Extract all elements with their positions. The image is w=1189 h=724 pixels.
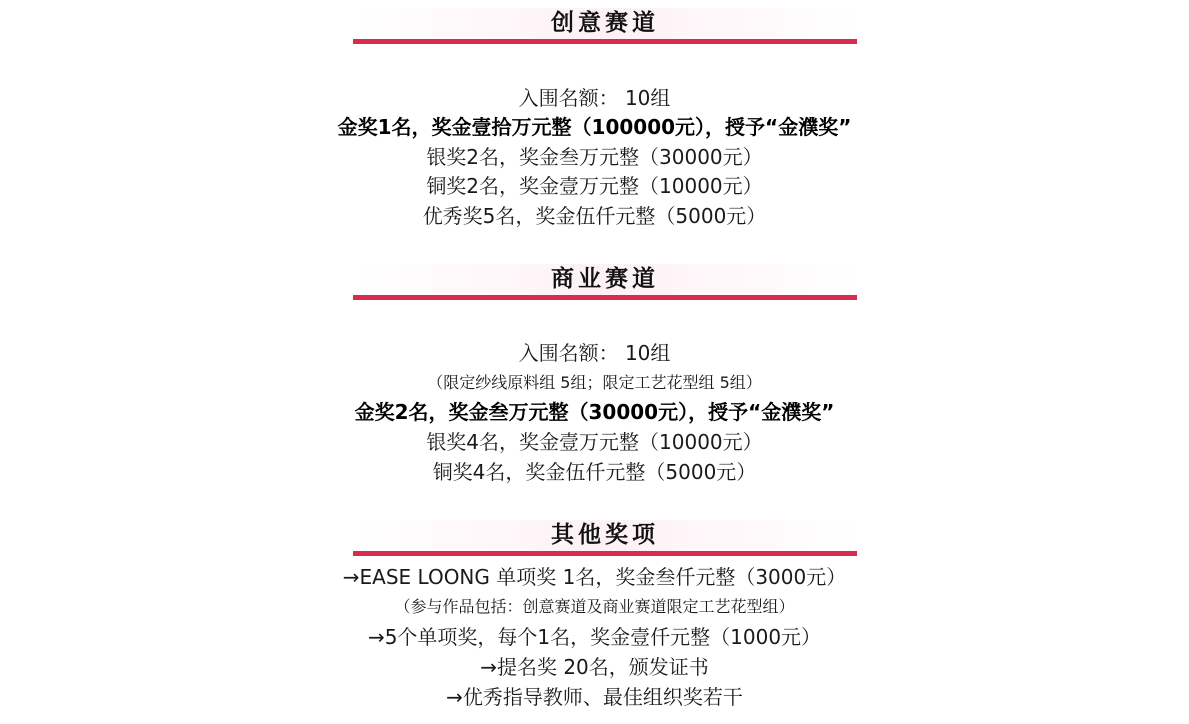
other-nomination-award: →提名奖 20名，颁发证书 [480, 655, 709, 679]
creative-excellence-award: 优秀奖5名，奖金伍仟元整（5000元） [422, 204, 767, 228]
other-single-awards: →5个单项奖，每个1名，奖金壹仟元整（1000元） [367, 625, 822, 649]
commercial-bronze-award: 铜奖4名，奖金伍仟元整（5000元） [432, 460, 757, 484]
creative-silver-award: 银奖2名，奖金叁万元整（30000元） [426, 145, 763, 169]
commercial-quota: 入围名额： 10组 [518, 341, 671, 365]
section-header-other [353, 520, 857, 556]
other-teacher-organization-award: →优秀指导教师、最佳组织奖若干 [446, 685, 743, 709]
other-ease-loong-award: →EASE LOONG 单项奖 1名，奖金叁仟元整（3000元） [342, 565, 847, 589]
section-header-creative [353, 8, 857, 44]
commercial-gold-award: 金奖2名，奖金叁万元整（30000元），授予“金濮奖” [354, 400, 835, 424]
creative-gold-award: 金奖1名，奖金壹拾万元整（100000元），授予“金濮奖” [337, 115, 852, 139]
section-title-other: 其他奖项 [551, 522, 659, 548]
section-header-commercial [353, 264, 857, 300]
header-rule [353, 551, 857, 556]
section-title-creative: 创意赛道 [551, 10, 659, 36]
commercial-silver-award: 银奖4名，奖金壹万元整（10000元） [426, 430, 763, 454]
section-title-commercial: 商业赛道 [551, 266, 659, 292]
header-rule [353, 39, 857, 44]
creative-bronze-award: 铜奖2名，奖金壹万元整（10000元） [426, 174, 763, 198]
creative-quota: 入围名额： 10组 [518, 86, 671, 110]
other-ease-loong-note: （参与作品包括：创意赛道及商业赛道限定工艺花型组） [394, 597, 795, 616]
commercial-quota-note: （限定纱线原料组 5组；限定工艺花型组 5组） [427, 373, 762, 392]
header-rule [353, 295, 857, 300]
